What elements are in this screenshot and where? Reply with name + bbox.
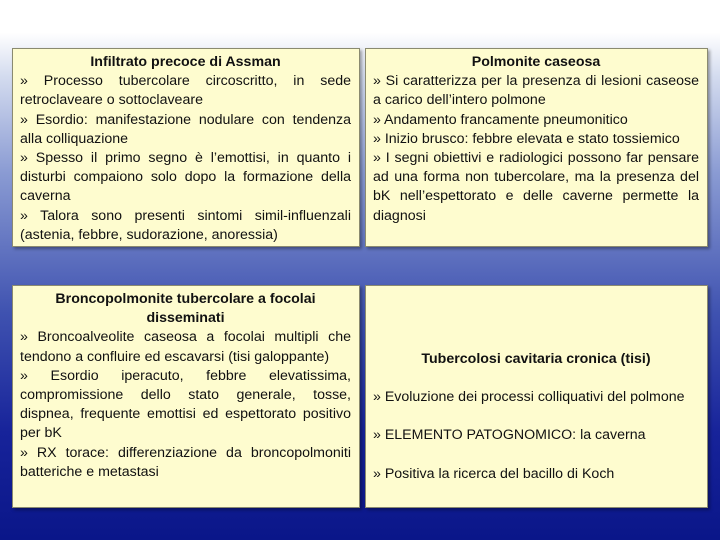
list-item: » Esordio iperacuto, febbre elevatissima, compromissione dello stato generale, tosse, dispnea, frequente emottisi ed espettorato positivo per bK	[20, 367, 351, 442]
panel-title: Tubercolosi cavitaria cronica (tisi)	[421, 351, 651, 367]
panel-tubercolosi-cavitaria	[365, 285, 708, 508]
list-item: » Inizio brusco: febbre elevata e stato tossiemico	[373, 130, 680, 147]
spacer	[373, 407, 699, 426]
panel-polmonite-caseosa	[365, 48, 708, 247]
panel-title: Infiltrato precoce di Assman	[90, 54, 281, 70]
panel-title: Broncopolmonite tubercolare a focolai disseminati	[55, 291, 316, 327]
panel-infiltrato-assman	[12, 48, 360, 247]
list-item: » Broncoalveolite caseosa a focolai multipli che tendono a confluire ed escavarsi (tisi galoppante)	[20, 329, 351, 365]
list-item: » Evoluzione dei processi colliquativi del polmone	[373, 389, 685, 406]
list-item: » Processo tubercolare circoscritto, in sede retroclaveare o sottoclaveare	[20, 73, 351, 109]
list-item: » Si caratterizza per la presenza di lesioni caseose a carico dell’intero polmone	[373, 73, 699, 109]
list-item: » Esordio: manifestazione nodulare con tendenza alla colliquazione	[20, 111, 351, 147]
list-item: » Andamento francamente pneumonitico	[373, 111, 628, 128]
list-item: » RX torace: differenziazione da broncopolmoniti batteriche e metastasi	[20, 444, 351, 480]
list-item: » I segni obiettivi e radiologici possono far pensare ad una forma non tubercolare, ma la presenza del bK nell’espettorato e delle caverne permette la diagnosi	[373, 150, 699, 224]
panel-broncopolmonite-tubercolare	[12, 285, 360, 508]
list-item: » Positiva la ricerca del bacillo di Koch	[373, 465, 615, 482]
spacer	[373, 446, 699, 465]
spacer	[373, 369, 699, 388]
list-item: » ELEMENTO PATOGNOMICO: la caverna	[373, 427, 646, 444]
list-item: » Spesso il primo segno è l’emottisi, in quanto i disturbi compaiono solo dopo la formazione della caverna	[20, 150, 351, 205]
panel-title: Polmonite caseosa	[471, 54, 601, 70]
list-item: » Talora sono presenti sintomi simil-influenzali (astenia, febbre, sudorazione, anoressia)	[20, 207, 351, 243]
